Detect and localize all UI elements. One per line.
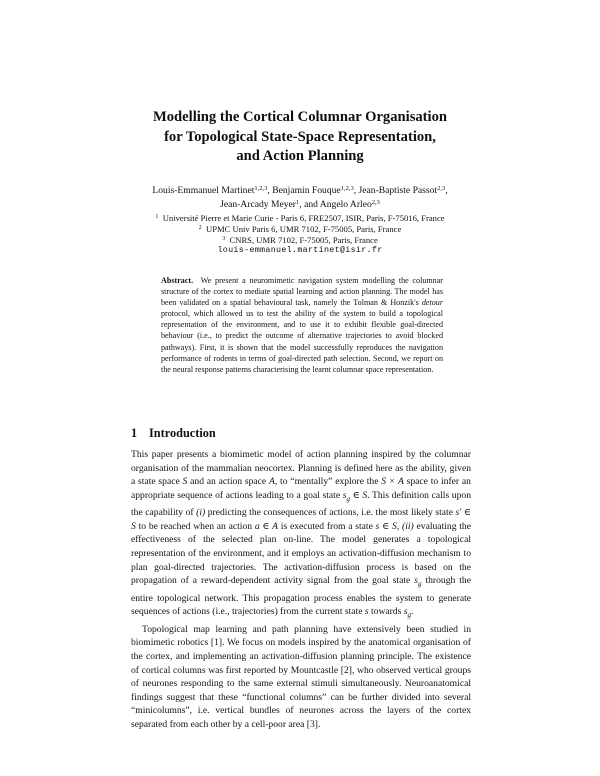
author-affiliation-marker: 2,3 [371, 198, 380, 206]
author-affiliation-marker: 1,2,3 [340, 185, 354, 192]
affiliation-list [100, 213, 500, 256]
affiliation-number: 1 [155, 214, 159, 220]
paragraph-text: evaluating the effectiveness of the selected plan on-line. The model generates a topological representation of the environment, and it employs an activation-diffusion mechanism to plan goal-directed trajectories. The activation-diffusion process is based on the propagation of a reward-dependent activity signal from the goal state [131, 520, 471, 587]
abstract-text: We present a neuromimetic navigation system modelling the columnar structure of the cortex to mediate spatial learning and action planning. The model has been validated on a spatial behavioural task, namely the Tolman & Honzik's [161, 276, 443, 308]
paragraph-text: , [396, 520, 400, 532]
affiliation [100, 224, 500, 235]
math-symbol: s ∈ S [375, 520, 397, 532]
paragraph-text: , to “mentally” explore the [274, 476, 379, 488]
math-symbol: s [342, 489, 347, 501]
paragraph-text: This paper presents a biomimetic model of action planning inspired by the columnar organisation of the mammalian neocortex. Planning is defined here as the ability, given a state space [131, 449, 471, 488]
author-separator: , and [299, 198, 320, 210]
author-name: Louis-Emmanuel Martinet [152, 185, 255, 196]
math-subscript: g [346, 494, 350, 503]
math-symbol: s′ ∈ S [131, 507, 471, 532]
affiliation-number: 3 [222, 235, 226, 242]
author-affiliation-marker: 1,2,3 [254, 185, 268, 192]
paragraph-text: towards [371, 606, 402, 618]
math-symbol: s [414, 575, 418, 587]
paragraph-text: and an action space [190, 476, 267, 488]
paragraph-text: through the entire topological network. This propagation process enables the system to generate sequences of actions (i.e., trajectories) from the current state [131, 575, 471, 618]
author-separator: , [445, 185, 448, 196]
author-separator: , [353, 185, 359, 196]
paragraph-text: is executed from a state [280, 520, 373, 532]
affiliation [100, 213, 500, 224]
section-number: 1 [131, 426, 138, 440]
paragraph-text: space to infer an appropriate sequence of actions leading to a goal state [131, 476, 471, 501]
author-affiliation-marker: 1 [296, 198, 300, 206]
contact-email: louis-emmanuel.martinet@isir.fr [217, 245, 383, 256]
title-line: Modelling the Cortical Columnar Organisation [152, 109, 448, 125]
math-symbol: A [268, 476, 275, 488]
body-text [131, 448, 471, 732]
math-symbol: s [364, 606, 369, 618]
title-line: and Action Planning [236, 148, 364, 164]
paragraph-text: to be reached when an action [138, 520, 253, 532]
math-symbol: s [403, 606, 408, 618]
author-affiliation-marker: 2,3 [437, 185, 446, 192]
affiliation-text: Université Pierre et Marie Curie - Paris 6, FRE2507, ISIR, Paris, F-75016, France [162, 213, 445, 223]
enumeration-marker: (ii) [402, 520, 414, 532]
affiliation [100, 235, 500, 246]
abstract-label: Abstract. [161, 276, 194, 285]
math-symbol: a ∈ A [254, 520, 278, 532]
section-title: Introduction [149, 426, 216, 440]
paragraph-text: predicting the consequences of actions, i.e. the most likely state [207, 507, 453, 519]
author-separator: , [267, 185, 273, 196]
paragraph-text: . This definition calls upon the capability of [131, 489, 471, 519]
author-list [90, 184, 510, 211]
math-symbol: ∈ S [349, 489, 368, 501]
title-line: for Topological State-Space Representation, [164, 128, 436, 145]
math-subscript: g [407, 611, 412, 620]
abstract-text: protocol, which allowed us to test the ability of the system to build a topological representation of the environment, and to use it to exhibit flexible goal-directed behaviour (i.e., to predict the outcome of alternative trajectories to avoid blocked pathways). First, it is shown that the model successfully reproduces the navigation performance of rodents in terms of goal-directed path selection. Second, we report on the neural response patterns characterising the learnt columnar space representation. [161, 309, 443, 374]
paragraph [131, 448, 471, 623]
enumeration-marker: (i) [196, 507, 206, 519]
paragraph: Topological map learning and path planning have extensively been studied in biomimetic robotics [1]. We focus on models inspired by the anatomical organisation of the cortex, and implementing an activation-diffusion planning principle. The existence of cortical columns was first reported by Mountcastle [2], who observed vertical groups of neurones responding to the same external stimuli simultaneously. Neuroanatomical findings suggest that these “functional columns” can be further divided into several “minicolumns”, i.e. vertical bundles of neurones across the layers of the cortex separated from each other by a cell-poor area [3]. [131, 623, 471, 730]
author-name: Jean-Arcady Meyer [220, 198, 297, 210]
author-name: Angelo Arleo [319, 198, 372, 210]
abstract-emphasis: detour [421, 298, 443, 308]
math-symbol: S [182, 476, 188, 488]
affiliation-text: CNRS, UMR 7102, F-75005, Paris, France [229, 234, 378, 245]
affiliation-text: UPMC Univ Paris 6, UMR 7102, F-75005, Paris, France [206, 223, 402, 234]
abstract [161, 275, 443, 375]
paragraph-text: . [411, 606, 414, 618]
section-heading [131, 426, 216, 441]
author-name: Benjamin Fouque [272, 185, 341, 196]
author-name: Jean-Baptiste Passot [358, 185, 438, 196]
math-subscript: g [417, 580, 422, 589]
affiliation-number: 2 [198, 224, 202, 231]
math-symbol: S × A [381, 476, 404, 488]
paper-title [100, 108, 500, 167]
